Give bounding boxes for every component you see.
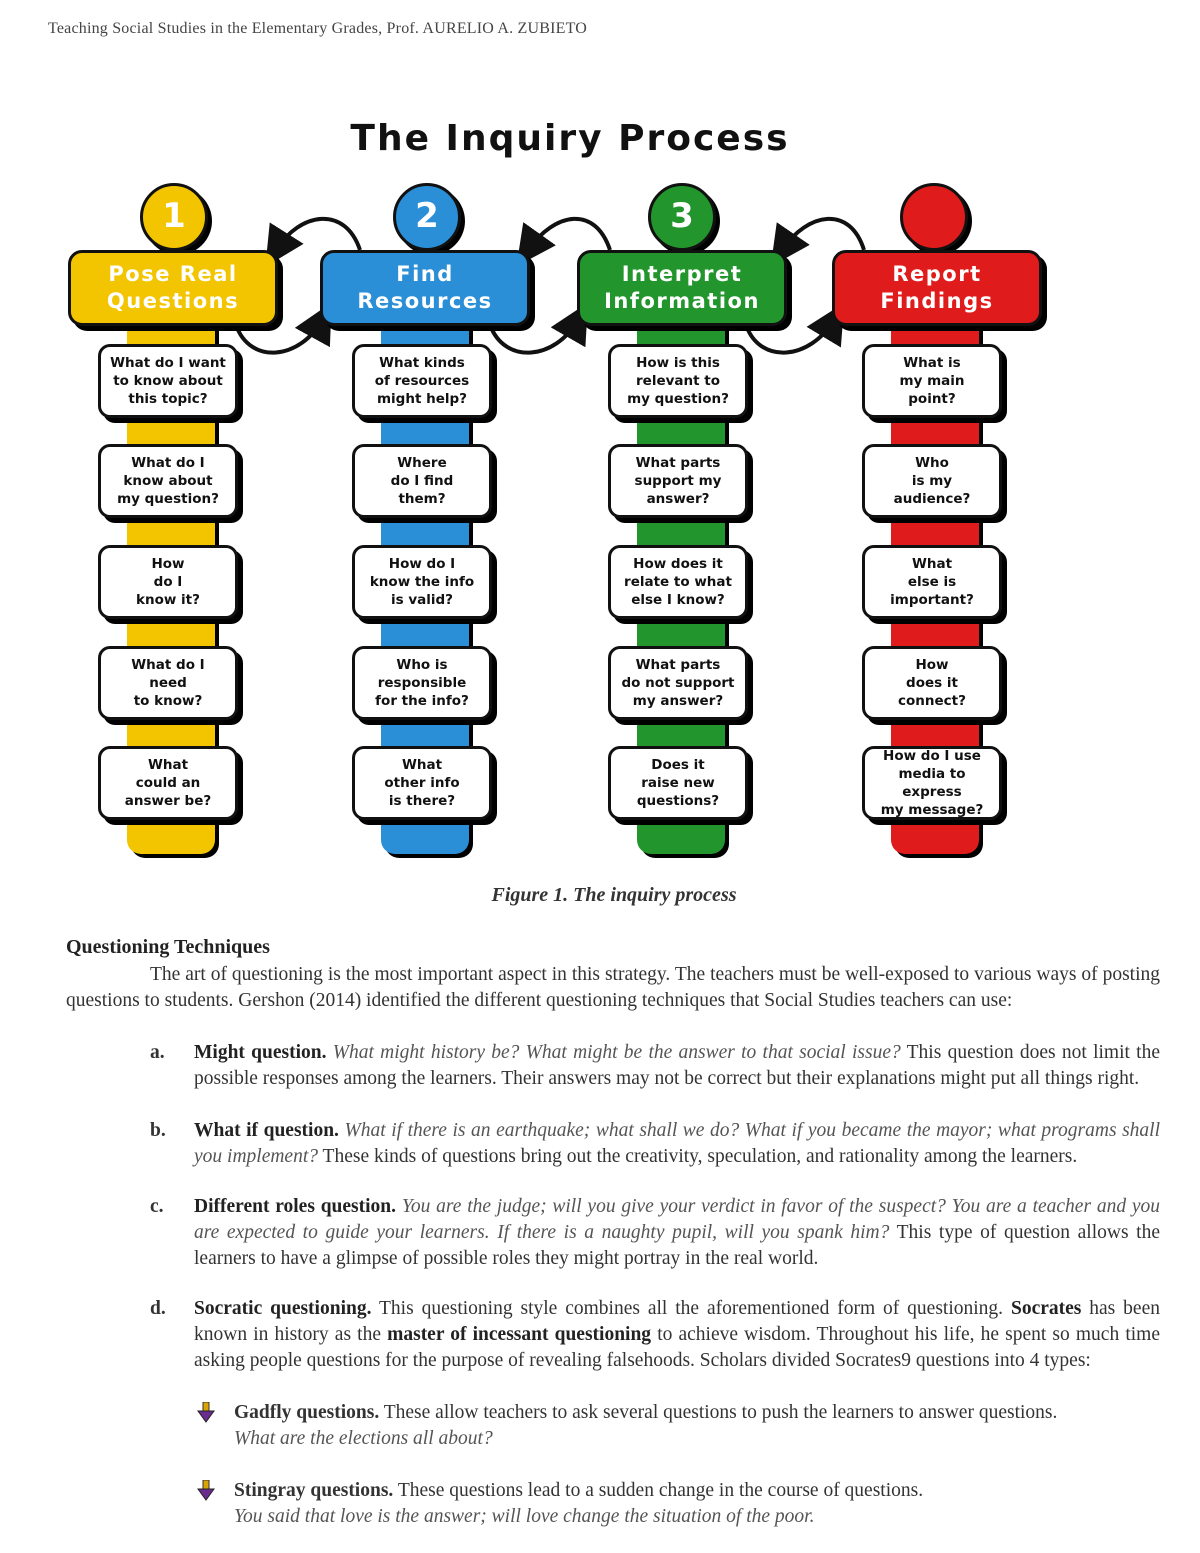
subtype-stingray <box>196 1478 1160 1530</box>
intro-paragraph: The art of questioning is the most important aspect in this strategy. The teachers must be well-exposed to various ways of posting questions to students. Gershon (2014) identified the different questioning techniques that Social Studies teachers can use: <box>66 964 1160 1011</box>
step-number-3: 3 <box>648 183 716 251</box>
subtype-example: You said that love is the answer; will love change the situation of the poor. <box>234 1506 815 1527</box>
step-label-find-resources: Find Resources <box>320 250 530 326</box>
question-box: What other info is there? <box>352 746 492 820</box>
item-text: to achieve wisdom. Throughout his life, he spent so much time asking people questions for the purpose of revealing falsehoods. Scholars divided Socrates9 questions into 4 types: <box>194 1324 1160 1371</box>
question-box: What do I know about my question? <box>98 444 238 518</box>
subtype-text: These allow teachers to ask several questions to push the learners to answer questions. <box>379 1402 1058 1423</box>
item-letter: a. <box>150 1042 165 1063</box>
arrow-bullet-icon <box>196 1402 216 1424</box>
item-strong: master of incessant questioning <box>387 1324 652 1345</box>
item-text: This questioning style combines all the aforementioned form of questioning. <box>371 1298 1011 1319</box>
subtype-term: Stingray questions. <box>234 1480 394 1501</box>
question-box: Where do I find them? <box>352 444 492 518</box>
question-box: What kinds of resources might help? <box>352 344 492 418</box>
item-examples: What might history be? What might be the answer to that social issue? <box>332 1042 901 1063</box>
question-box: What parts support my answer? <box>608 444 748 518</box>
item-letter: d. <box>150 1298 166 1319</box>
item-examples: You are the judge; will you give your verdict in favor of the suspect? You are a teacher and you are expected to guide your learners. If there is a naughty pupil, will you spank him? <box>194 1196 1161 1243</box>
question-box: How does it connect? <box>862 646 1002 720</box>
question-box: Does it raise new questions? <box>608 746 748 820</box>
subtype-example: What are the elections all about? <box>234 1428 493 1449</box>
question-box: What else is important? <box>862 545 1002 619</box>
question-box: Who is responsible for the info? <box>352 646 492 720</box>
item-examples: What if there is an earthquake; what shall we do? What if you became the mayor; what programs shall you implement? <box>194 1120 1161 1167</box>
diagram-title: The Inquiry Process <box>350 118 790 159</box>
question-box: What do I want to know about this topic? <box>98 344 238 418</box>
subtype-term: Gadfly questions. <box>234 1402 380 1423</box>
technique-item-b <box>150 1118 1160 1170</box>
item-text: This question does not limit the possible responses among the learners. Their answers may not be correct but their explanations might put all things right. <box>194 1042 1160 1089</box>
technique-item-d <box>150 1296 1160 1374</box>
question-box: How do I know it? <box>98 545 238 619</box>
item-term: Might question. <box>194 1042 327 1063</box>
running-head: Teaching Social Studies in the Elementary Grades, Prof. AURELIO A. ZUBIETO <box>48 20 588 37</box>
item-term: What if question. <box>194 1120 339 1141</box>
item-text: This type of question allows the learners to have a glimpse of possible roles they might portray in the real world. <box>194 1222 1160 1269</box>
question-box: What parts do not support my answer? <box>608 646 748 720</box>
step-label-pose-questions: Pose Real Questions <box>68 250 278 326</box>
technique-item-a <box>150 1040 1160 1092</box>
item-term: Socratic questioning. <box>194 1298 372 1319</box>
step-number-2: 2 <box>393 183 461 251</box>
question-box: Who is my audience? <box>862 444 1002 518</box>
arrow-2-3-top <box>528 219 610 250</box>
question-box: How does it relate to what else I know? <box>608 545 748 619</box>
step-label-report-findings: Report Findings <box>832 250 1042 326</box>
subtype-gadfly <box>196 1400 1160 1452</box>
question-box: What could an answer be? <box>98 746 238 820</box>
technique-item-c <box>150 1194 1160 1272</box>
item-letter: c. <box>150 1196 164 1217</box>
subtype-text: These questions lead to a sudden change in the course of questions. <box>393 1480 924 1501</box>
question-box: How do I know the info is valid? <box>352 545 492 619</box>
section-heading: Questioning Techniques <box>66 936 270 958</box>
question-box: How is this relevant to my question? <box>608 344 748 418</box>
step-label-interpret-information: Interpret Information <box>577 250 787 326</box>
item-strong: Socrates <box>1010 1298 1082 1319</box>
question-box: What do I need to know? <box>98 646 238 720</box>
item-text: has been known in history as the <box>194 1298 1160 1345</box>
question-box: How do I use media to express my message? <box>862 746 1002 820</box>
step-number-1: 1 <box>140 183 208 251</box>
item-letter: b. <box>150 1120 166 1141</box>
item-text: These kinds of questions bring out the creativity, speculation, and rationality among the learners. <box>318 1146 1078 1167</box>
arrow-bullet-icon <box>196 1480 216 1502</box>
figure-caption: Figure 1. The inquiry process <box>491 884 737 906</box>
arrow-3-4-top <box>782 219 864 250</box>
step-number-4 <box>900 183 968 251</box>
item-term: Different roles question. <box>194 1196 397 1217</box>
arrow-1-2-top <box>276 219 360 250</box>
question-box: What is my main point? <box>862 344 1002 418</box>
